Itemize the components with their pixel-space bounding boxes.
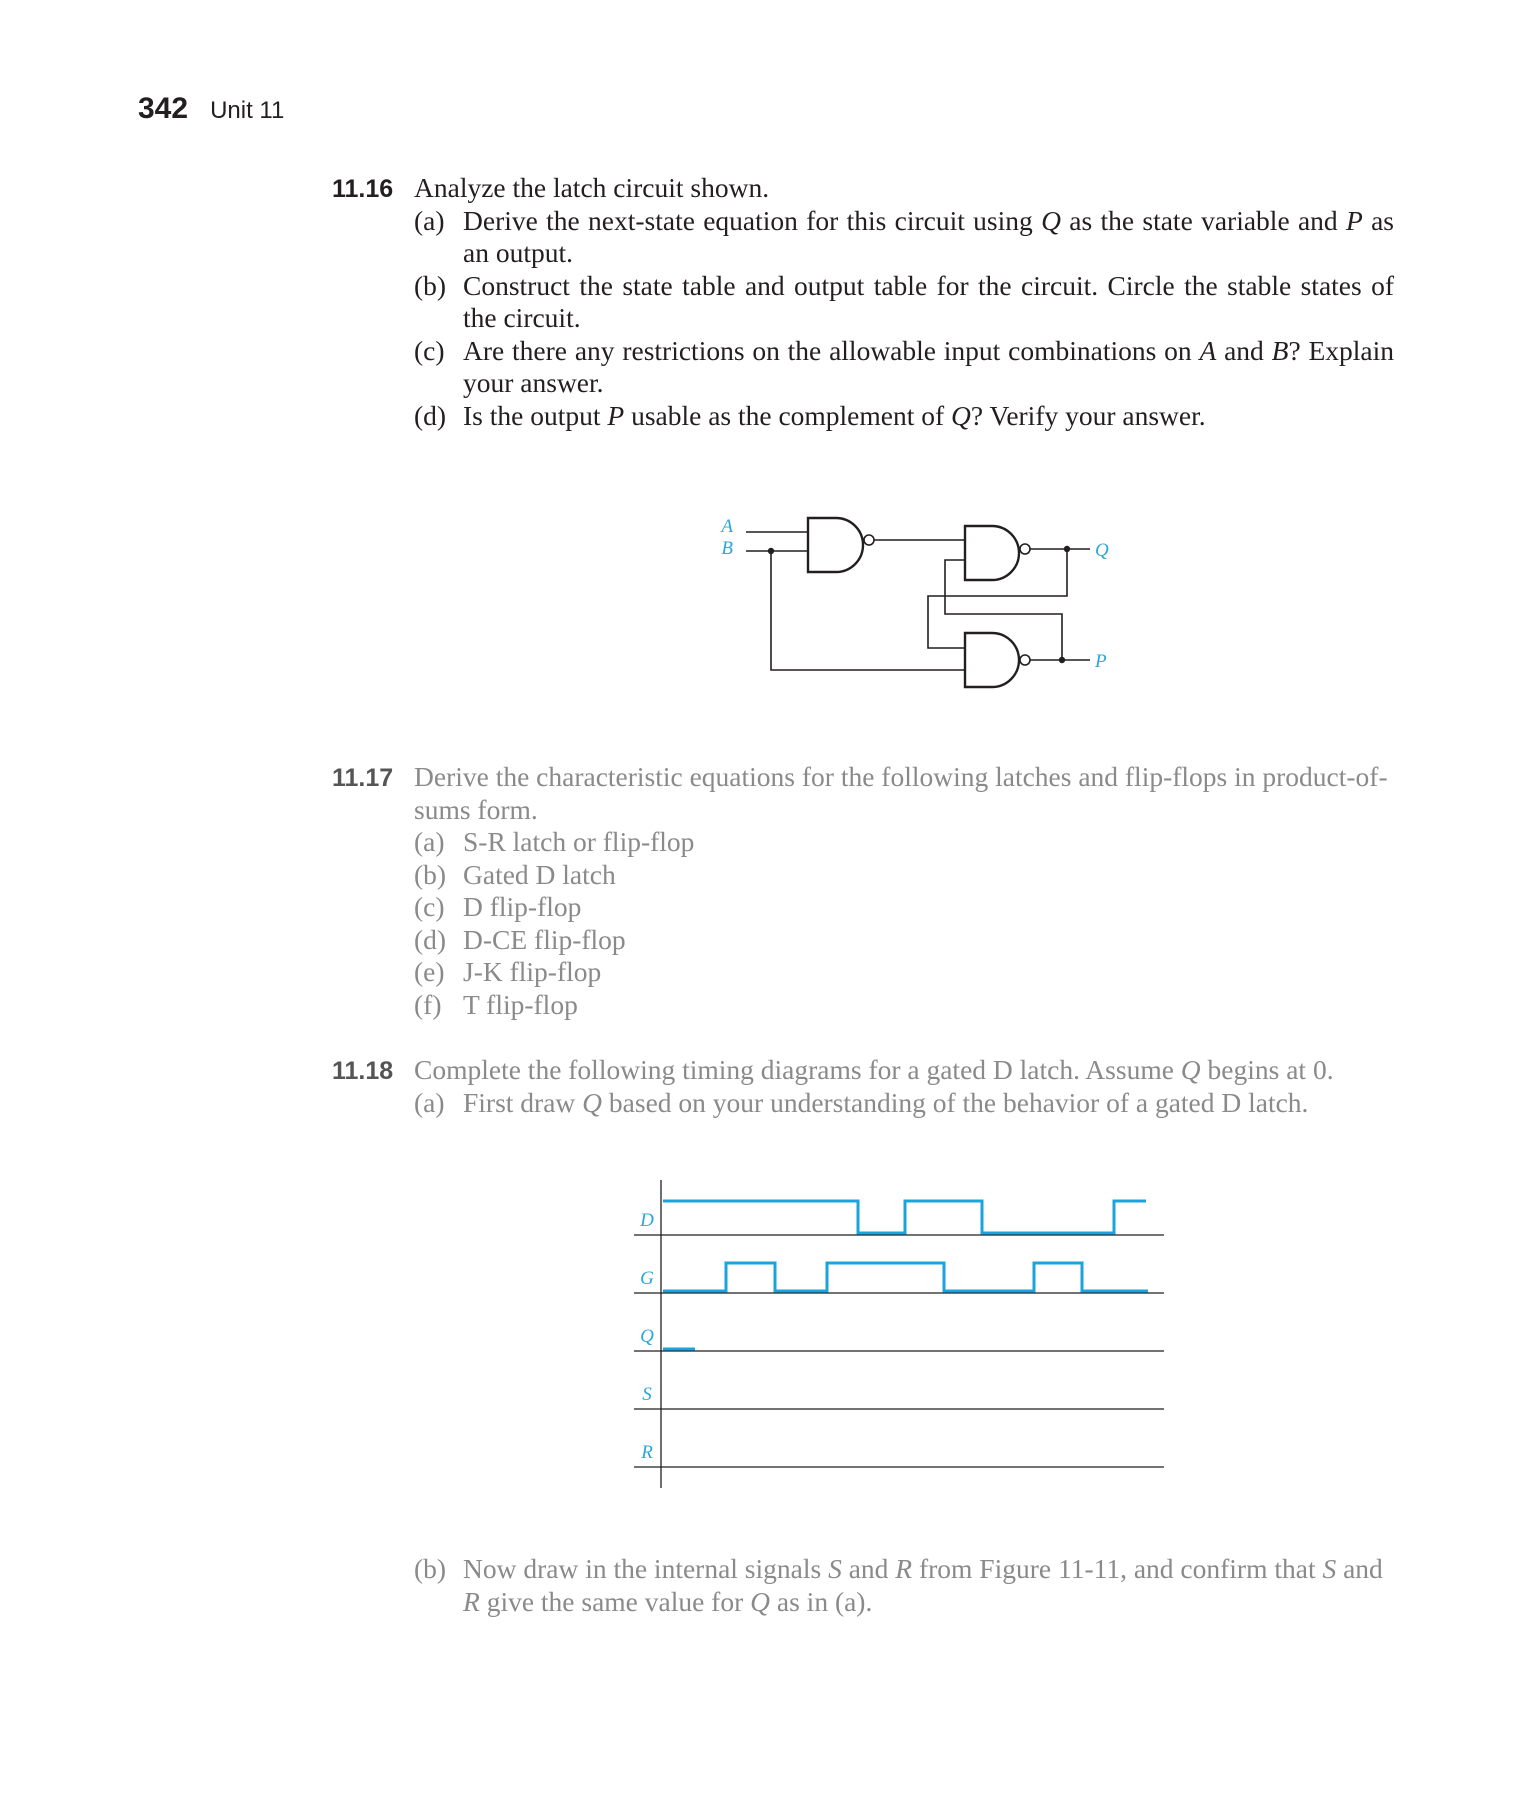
nand-bubble-2: [1020, 544, 1030, 554]
signal-label-s: S: [642, 1384, 652, 1405]
signal-label-g: G: [640, 1268, 654, 1289]
part-a: (a) First draw Q based on your understanding of the behavior of a gated D latch.: [414, 1086, 1309, 1118]
problem-text: Analyze the latch circuit shown.: [414, 172, 770, 203]
part-b: (b) Construct the state table and output table for the circuit. Circle the stable states of the circuit.: [414, 269, 1394, 333]
nand-gate-3: [965, 633, 1019, 687]
signal-label-q: Q: [640, 1326, 654, 1347]
nand-bubble-1: [864, 535, 874, 545]
page-number: 342: [138, 92, 189, 125]
problem-number: 11.18: [332, 1057, 394, 1085]
problem-11-18: [332, 1054, 1394, 1119]
problem-number: 11.16: [332, 175, 394, 203]
signal-label-r: R: [641, 1442, 653, 1463]
label-b: B: [721, 538, 733, 559]
nand-gate-1: [808, 518, 863, 572]
junction-p: [1059, 657, 1065, 663]
problem-text: Derive the characteristic equations for the following latches and flip-flops in product-of-sums form.: [414, 761, 1388, 825]
part-d: (d) Is the output P usable as the complement of Q? Verify your answer.: [414, 399, 1206, 431]
nand-gate-2: [965, 526, 1019, 580]
junction-q: [1064, 546, 1070, 552]
label-a: A: [721, 516, 733, 537]
unit-label: Unit 11: [210, 97, 285, 124]
page-header: [138, 92, 284, 126]
problem-11-16: [332, 172, 1394, 432]
problem-11-18-part-b: [332, 1553, 1394, 1618]
waveform-d: [663, 1201, 1146, 1233]
part-d: (d) D-CE flip-flop: [414, 923, 626, 955]
nand-bubble-3: [1020, 655, 1030, 665]
signal-label-d: D: [640, 1210, 654, 1231]
part-c: (c) Are there any restrictions on the allowable input combinations on A and B? Explain your answer.: [414, 334, 1394, 398]
problem-text: Complete the following timing diagrams for a gated D latch. Assume Q begins at 0.: [414, 1054, 1334, 1085]
part-f: (f) T flip-flop: [414, 988, 578, 1020]
junction-b: [768, 548, 774, 554]
problem-11-17: [332, 761, 1394, 1021]
problem-number: 11.17: [332, 764, 394, 792]
part-c: (c) D flip-flop: [414, 891, 582, 922]
part-a: (a) Derive the next-state equation for this circuit using Q as the state variable and P as an output.: [414, 204, 1394, 268]
part-b: (b) Gated D latch: [414, 858, 616, 890]
label-p: P: [1095, 651, 1107, 672]
wire-q-feedback: [928, 549, 1067, 648]
wire-p-feedback: [945, 560, 1062, 660]
waveform-g: [663, 1263, 1148, 1291]
part-b: (b) Now draw in the internal signals S and R from Figure 11-11, and confirm that S and R give the same value for Q as in (a).: [414, 1553, 1383, 1617]
part-e: (e) J-K flip-flop: [414, 956, 602, 987]
part-a: (a) S-R latch or flip-flop: [414, 826, 695, 857]
label-q: Q: [1095, 540, 1109, 561]
wire-b-to-g3: [771, 551, 965, 670]
